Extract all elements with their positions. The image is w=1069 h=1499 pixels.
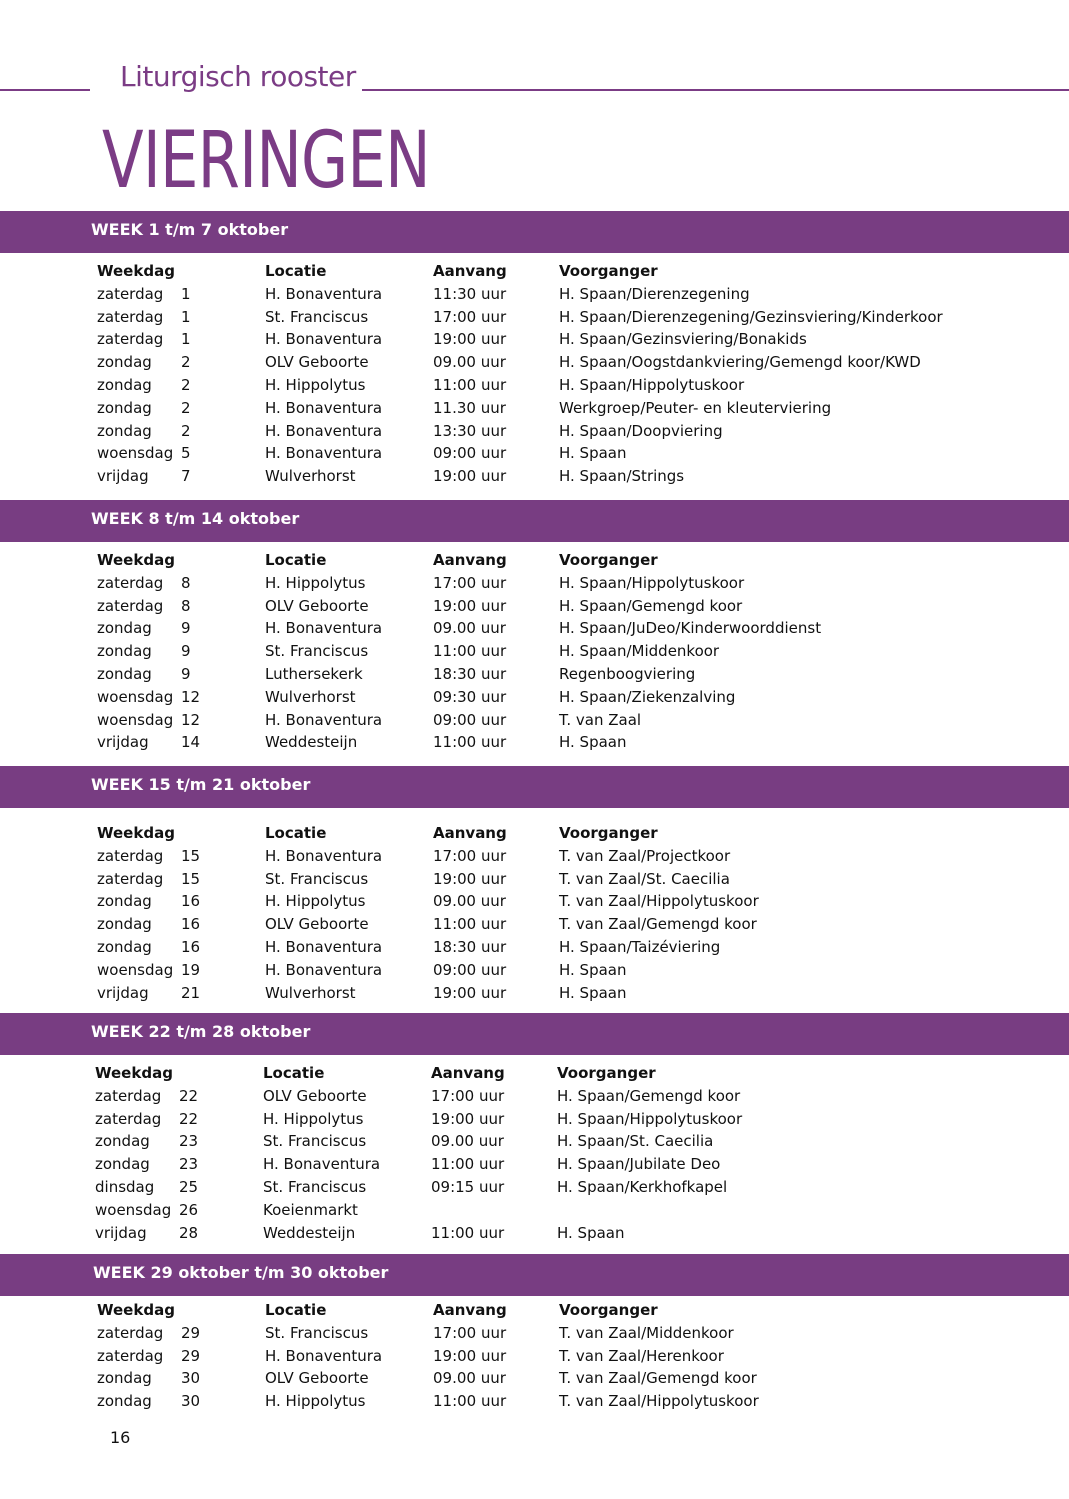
schedule-table [0,549,1069,754]
schedule-table [0,1062,1069,1244]
cell-celebrant: T. van Zaal/Hippolytuskoor [559,1392,759,1411]
cell-location: St. Franciscus [263,1132,367,1151]
page-title: VIERINGEN [102,116,430,206]
cell-location: OLV Geboorte [265,353,369,372]
table-row [0,1176,1069,1199]
cell-weekday: zaterdag [97,330,164,349]
cell-weekday: zondag [97,915,152,934]
cell-weekday: vrijdag [97,983,149,1002]
cell-weekday: zaterdag [97,869,164,888]
cell-celebrant: H. Spaan/Taizéviering [559,937,721,956]
cell-weekday: zondag [97,1369,152,1388]
column-header: Locatie [265,1301,327,1319]
cell-date: 15 [181,846,201,865]
cell-time: 19:00 uur [431,1109,505,1128]
cell-weekday: zondag [97,353,152,372]
cell-location: St. Franciscus [265,869,369,888]
column-header: Aanvang [431,1064,505,1082]
week-title: WEEK 29 oktober t/m 30 oktober [93,1263,389,1282]
column-header: Weekdag [97,551,175,569]
section-label: Liturgisch rooster [120,60,356,93]
table-row [0,686,1069,709]
cell-date: 8 [181,573,191,592]
cell-time: 11:00 uur [433,1392,507,1411]
cell-celebrant: T. van Zaal/Projectkoor [559,846,731,865]
cell-date: 9 [181,642,191,661]
cell-date: 1 [181,307,191,326]
cell-time: 17:00 uur [433,1323,507,1342]
table-row [0,374,1069,397]
cell-weekday: zondag [97,892,152,911]
cell-date: 5 [181,444,191,463]
cell-location: Weddesteijn [263,1223,356,1242]
table-row [0,709,1069,732]
table-row [0,442,1069,465]
cell-time: 19:00 uur [433,330,507,349]
cell-date: 16 [181,892,201,911]
cell-date: 22 [179,1086,199,1105]
cell-time: 09:00 uur [433,960,507,979]
cell-celebrant: H. Spaan/Hippolytuskoor [559,375,745,394]
table-row [0,465,1069,488]
cell-weekday: zondag [95,1132,150,1151]
table-row [0,663,1069,686]
cell-celebrant: H. Spaan/Gezinsviering/Bonakids [559,330,807,349]
table-header [0,260,1069,283]
schedule-table [0,822,1069,1004]
cell-location: OLV Geboorte [263,1086,367,1105]
cell-date: 29 [181,1346,201,1365]
cell-weekday: woensdag [97,710,174,729]
cell-date: 30 [181,1369,201,1388]
column-header: Voorganger [559,824,658,842]
table-row [0,572,1069,595]
cell-celebrant: H. Spaan/JuDeo/Kinderwoorddienst [559,619,822,638]
table-row [0,420,1069,443]
cell-location: H. Bonaventura [265,421,383,440]
cell-time: 11.30 uur [433,398,506,417]
cell-location: H. Bonaventura [265,398,383,417]
column-header: Locatie [265,824,327,842]
cell-location: H. Bonaventura [265,330,383,349]
cell-celebrant: H. Spaan/Gemengd koor [559,596,743,615]
table-row [0,306,1069,329]
cell-time: 09:15 uur [431,1177,505,1196]
table-row [0,595,1069,618]
cell-location: H. Hippolytus [265,892,366,911]
cell-date: 23 [179,1155,199,1174]
cell-location: St. Franciscus [265,1323,369,1342]
cell-celebrant: H. Spaan/Gemengd koor [557,1086,741,1105]
cell-location: H. Hippolytus [263,1109,364,1128]
cell-celebrant: H. Spaan [559,733,627,752]
cell-celebrant: H. Spaan/Hippolytuskoor [559,573,745,592]
cell-date: 1 [181,330,191,349]
cell-time: 19:00 uur [433,467,507,486]
cell-time: 09.00 uur [431,1132,504,1151]
week-header [0,1013,1069,1055]
cell-date: 9 [181,619,191,638]
cell-location: H. Bonaventura [265,1346,383,1365]
cell-time: 17:00 uur [433,307,507,326]
cell-weekday: zaterdag [95,1109,162,1128]
cell-time: 09:00 uur [433,710,507,729]
table-row [0,731,1069,754]
table-row [0,328,1069,351]
cell-date: 1 [181,284,191,303]
cell-date: 28 [179,1223,199,1242]
cell-date: 22 [179,1109,199,1128]
column-header: Weekdag [97,824,175,842]
table-row [0,1108,1069,1131]
cell-location: Wulverhorst [265,687,356,706]
cell-location: H. Bonaventura [265,710,383,729]
cell-time: 11:00 uur [433,915,507,934]
cell-celebrant: T. van Zaal/Gemengd koor [559,915,757,934]
cell-celebrant: H. Spaan/Dierenzegening [559,284,750,303]
column-header: Aanvang [433,551,507,569]
cell-location: H. Bonaventura [265,444,383,463]
week-header [0,211,1069,253]
cell-location: H. Bonaventura [265,937,383,956]
table-row [0,1153,1069,1176]
cell-time: 19:00 uur [433,596,507,615]
cell-time: 17:00 uur [431,1086,505,1105]
table-header [0,549,1069,572]
cell-weekday: zondag [97,619,152,638]
cell-date: 30 [181,1392,201,1411]
column-header: Locatie [265,551,327,569]
cell-weekday: zondag [97,421,152,440]
cell-location: H. Bonaventura [265,846,383,865]
page-number: 16 [110,1428,131,1447]
table-row [0,1222,1069,1245]
table-header [0,1299,1069,1322]
cell-weekday: zaterdag [97,573,164,592]
column-header: Voorganger [559,551,658,569]
cell-weekday: woensdag [97,444,174,463]
week-title: WEEK 15 t/m 21 oktober [91,775,311,794]
cell-date: 21 [181,983,201,1002]
cell-weekday: dinsdag [95,1177,155,1196]
table-row [0,1199,1069,1222]
cell-location: Wulverhorst [265,983,356,1002]
table-row [0,936,1069,959]
table-row [0,982,1069,1005]
cell-celebrant: H. Spaan [559,983,627,1002]
cell-time: 09.00 uur [433,892,506,911]
cell-weekday: zaterdag [97,284,164,303]
cell-celebrant: H. Spaan/Strings [559,467,685,486]
cell-date: 9 [181,664,191,683]
column-header: Weekdag [97,1301,175,1319]
column-header: Voorganger [557,1064,656,1082]
cell-weekday: zaterdag [97,846,164,865]
column-header: Weekdag [97,262,175,280]
week-header [0,766,1069,808]
cell-celebrant: H. Spaan/Hippolytuskoor [557,1109,743,1128]
cell-weekday: vrijdag [97,733,149,752]
cell-celebrant: T. van Zaal/Gemengd koor [559,1369,757,1388]
cell-weekday: zondag [97,398,152,417]
cell-celebrant: T. van Zaal/St. Caecilia [559,869,730,888]
cell-weekday: woensdag [95,1200,172,1219]
cell-weekday: zaterdag [97,307,164,326]
cell-weekday: woensdag [97,960,174,979]
cell-weekday: zaterdag [97,596,164,615]
cell-weekday: zaterdag [97,1346,164,1365]
cell-time: 11:30 uur [433,284,507,303]
cell-weekday: vrijdag [95,1223,147,1242]
column-header: Locatie [263,1064,325,1082]
table-row [0,1390,1069,1413]
cell-celebrant: H. Spaan/Ziekenzalving [559,687,736,706]
column-header: Aanvang [433,1301,507,1319]
table-row [0,1085,1069,1108]
cell-celebrant: H. Spaan/Jubilate Deo [557,1155,721,1174]
table-row [0,617,1069,640]
table-row [0,1345,1069,1368]
cell-location: OLV Geboorte [265,1369,369,1388]
table-row [0,640,1069,663]
cell-celebrant: H. Spaan/Doopviering [559,421,723,440]
cell-weekday: zondag [97,937,152,956]
cell-celebrant: H. Spaan/St. Caecilia [557,1132,714,1151]
column-header: Weekdag [95,1064,173,1082]
table-header [0,1062,1069,1085]
cell-date: 2 [181,353,191,372]
cell-time: 11:00 uur [433,375,507,394]
cell-location: H. Bonaventura [265,960,383,979]
cell-date: 23 [179,1132,199,1151]
cell-time: 09:30 uur [433,687,507,706]
cell-weekday: zondag [97,1392,152,1411]
cell-location: St. Franciscus [263,1177,367,1196]
cell-weekday: zondag [97,664,152,683]
cell-time: 19:00 uur [433,869,507,888]
table-row [0,1322,1069,1345]
cell-weekday: zondag [97,642,152,661]
cell-location: H. Bonaventura [265,619,383,638]
cell-date: 7 [181,467,191,486]
table-row [0,351,1069,374]
cell-celebrant: H. Spaan/Oogstdankviering/Gemengd koor/KWD [559,353,921,372]
cell-date: 8 [181,596,191,615]
table-row [0,913,1069,936]
week-header [0,1254,1069,1296]
week-header [0,500,1069,542]
cell-time: 09.00 uur [433,619,506,638]
cell-celebrant: H. Spaan/Kerkhofkapel [557,1177,728,1196]
cell-time: 11:00 uur [433,733,507,752]
cell-date: 26 [179,1200,199,1219]
header-rule-left [0,89,90,91]
week-title: WEEK 8 t/m 14 oktober [91,509,300,528]
table-row [0,868,1069,891]
cell-time: 09.00 uur [433,353,506,372]
cell-time: 11:00 uur [431,1155,505,1174]
schedule-table [0,1299,1069,1413]
cell-location: Luthersekerk [265,664,363,683]
cell-location: H. Hippolytus [265,1392,366,1411]
column-header: Voorganger [559,262,658,280]
cell-time: 11:00 uur [433,642,507,661]
cell-time: 13:30 uur [433,421,507,440]
cell-location: H. Bonaventura [263,1155,381,1174]
cell-celebrant: H. Spaan [557,1223,625,1242]
cell-time: 18:30 uur [433,664,507,683]
cell-weekday: vrijdag [97,467,149,486]
cell-date: 2 [181,421,191,440]
cell-time: 17:00 uur [433,573,507,592]
cell-celebrant: Regenboogviering [559,664,696,683]
cell-weekday: woensdag [97,687,174,706]
cell-weekday: zaterdag [95,1086,162,1105]
cell-date: 25 [179,1177,199,1196]
table-row [0,890,1069,913]
cell-date: 15 [181,869,201,888]
cell-location: H. Hippolytus [265,573,366,592]
schedule-table [0,260,1069,488]
table-row [0,845,1069,868]
cell-time: 18:30 uur [433,937,507,956]
cell-date: 16 [181,937,201,956]
cell-date: 12 [181,710,201,729]
cell-date: 19 [181,960,201,979]
cell-location: St. Franciscus [265,307,369,326]
cell-celebrant: T. van Zaal/Middenkoor [559,1323,734,1342]
cell-celebrant: H. Spaan [559,960,627,979]
cell-location: Wulverhorst [265,467,356,486]
column-header: Aanvang [433,262,507,280]
cell-date: 29 [181,1323,201,1342]
table-row [0,283,1069,306]
cell-date: 2 [181,398,191,417]
cell-date: 16 [181,915,201,934]
column-header: Voorganger [559,1301,658,1319]
column-header: Aanvang [433,824,507,842]
table-header [0,822,1069,845]
cell-celebrant: Werkgroep/Peuter- en kleuterviering [559,398,832,417]
cell-location: St. Franciscus [265,642,369,661]
column-header: Locatie [265,262,327,280]
cell-date: 2 [181,375,191,394]
cell-weekday: zondag [95,1155,150,1174]
cell-time: 11:00 uur [431,1223,505,1242]
cell-celebrant: T. van Zaal [559,710,642,729]
cell-weekday: zondag [97,375,152,394]
cell-location: OLV Geboorte [265,915,369,934]
table-row [0,1367,1069,1390]
header-rule-right [362,89,1069,91]
week-title: WEEK 1 t/m 7 oktober [91,220,289,239]
cell-location: H. Bonaventura [265,284,383,303]
table-row [0,1130,1069,1153]
cell-time: 19:00 uur [433,983,507,1002]
table-row [0,397,1069,420]
cell-date: 14 [181,733,201,752]
cell-celebrant: T. van Zaal/Hippolytuskoor [559,892,759,911]
cell-date: 12 [181,687,201,706]
cell-location: Weddesteijn [265,733,358,752]
cell-celebrant: H. Spaan/Middenkoor [559,642,720,661]
cell-location: H. Hippolytus [265,375,366,394]
table-row [0,959,1069,982]
cell-time: 09.00 uur [433,1369,506,1388]
cell-time: 09:00 uur [433,444,507,463]
cell-time: 19:00 uur [433,1346,507,1365]
cell-celebrant: T. van Zaal/Herenkoor [559,1346,724,1365]
cell-celebrant: H. Spaan [559,444,627,463]
cell-weekday: zaterdag [97,1323,164,1342]
cell-celebrant: H. Spaan/Dierenzegening/Gezinsviering/Kinderkoor [559,307,943,326]
cell-location: Koeienmarkt [263,1200,358,1219]
cell-location: OLV Geboorte [265,596,369,615]
cell-time: 17:00 uur [433,846,507,865]
week-title: WEEK 22 t/m 28 oktober [91,1022,311,1041]
